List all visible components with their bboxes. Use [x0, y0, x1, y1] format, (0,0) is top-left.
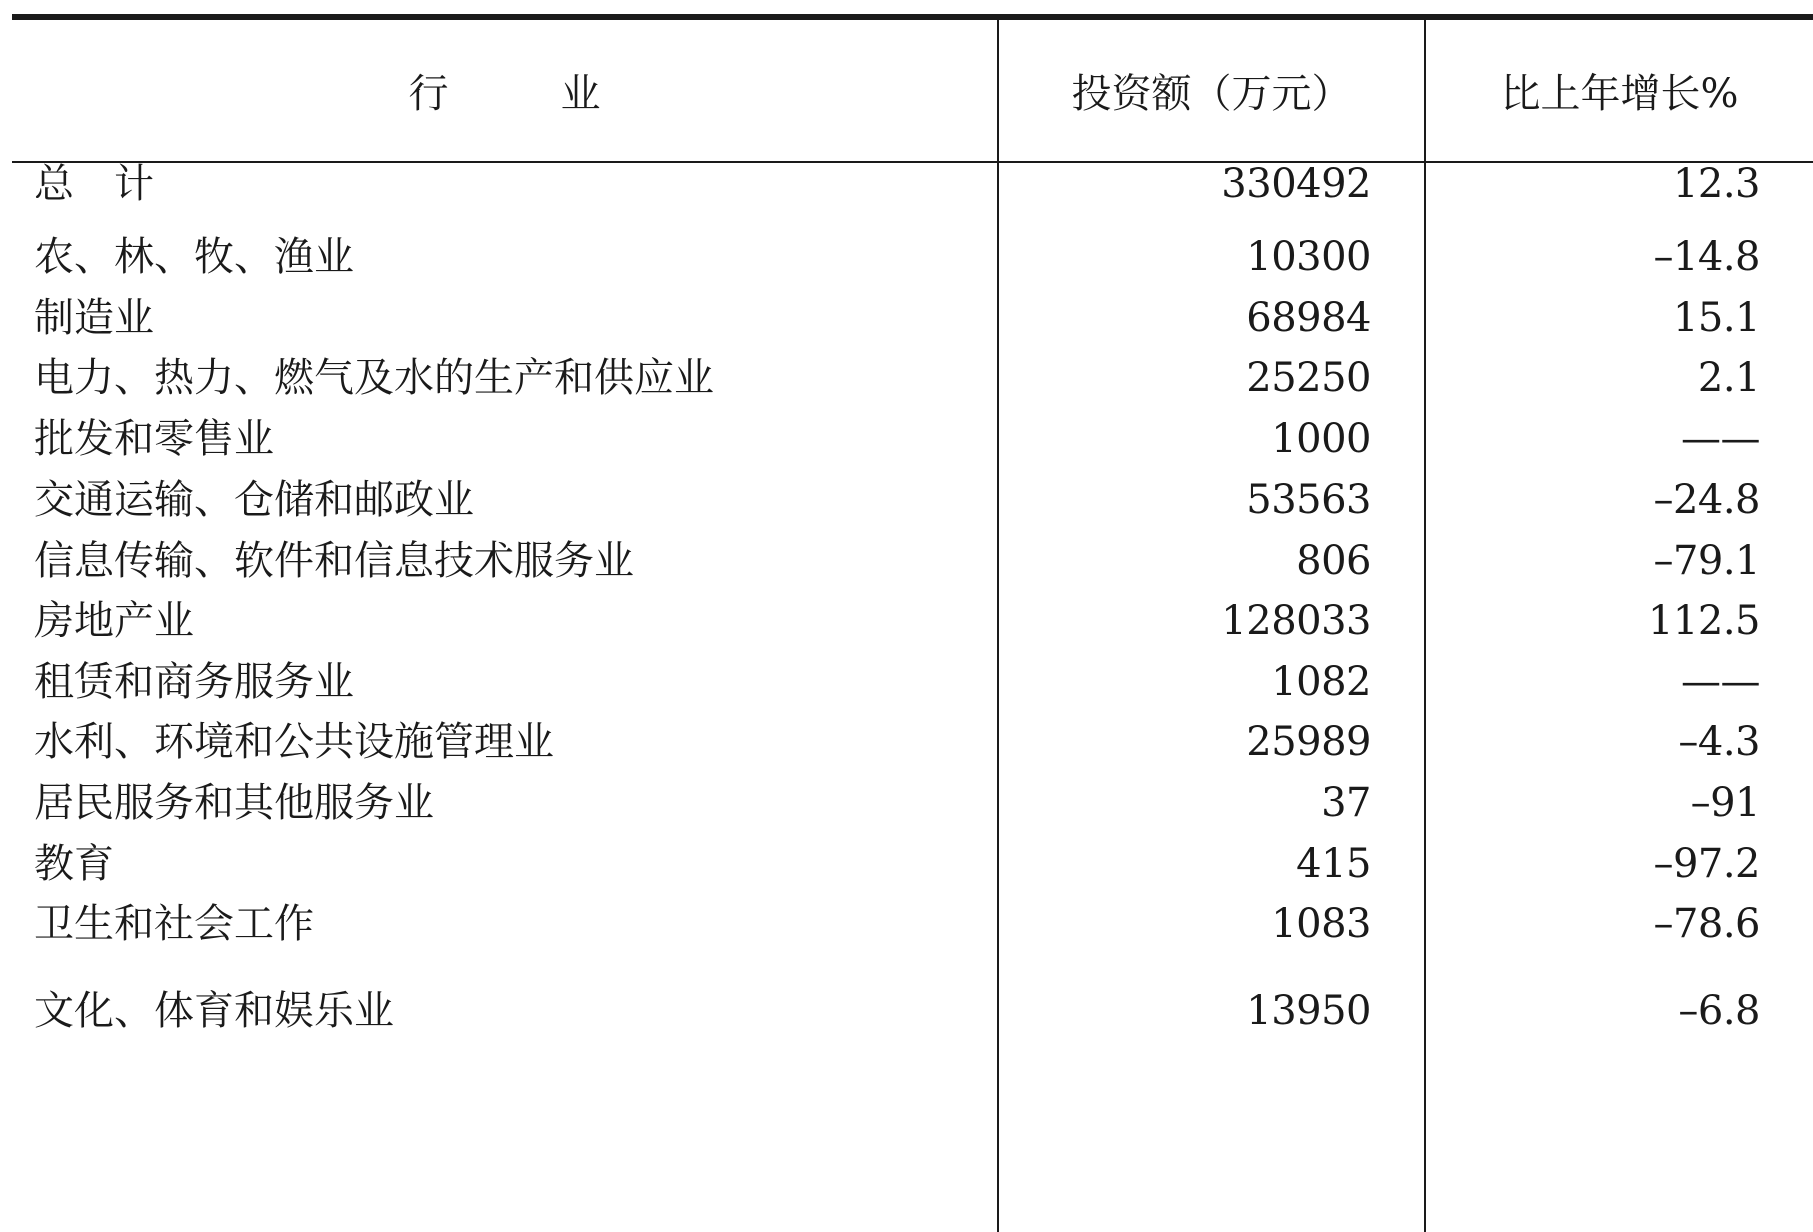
- header-growth: 比上年增长%: [1500, 71, 1739, 117]
- investment-cell: 25250: [1246, 355, 1371, 401]
- table-row: [12, 652, 1813, 712]
- growth-cell: 12.3: [1672, 161, 1760, 207]
- industry-cell: 总 计: [34, 161, 154, 207]
- growth-cell: 15.1: [1672, 295, 1760, 341]
- industry-cell: 电力、热力、燃气及水的生产和供应业: [34, 355, 714, 401]
- growth-cell: –24.8: [1653, 477, 1760, 523]
- industry-cell: 制造业: [34, 295, 154, 341]
- growth-cell: ——: [1681, 416, 1760, 462]
- table-row: [12, 712, 1813, 772]
- investment-table: [12, 14, 1813, 1232]
- header-industry: 行 业: [408, 71, 637, 117]
- industry-cell: 文化、体育和娱乐业: [34, 988, 394, 1034]
- industry-cell: 信息传输、软件和信息技术服务业: [34, 538, 634, 584]
- table-row: [12, 981, 1813, 1041]
- growth-cell: –78.6: [1653, 901, 1760, 947]
- investment-cell: 68984: [1246, 295, 1371, 341]
- table-row: [12, 409, 1813, 469]
- table-row: [12, 154, 1813, 214]
- industry-cell: 水利、环境和公共设施管理业: [34, 719, 554, 765]
- investment-cell: 10300: [1246, 234, 1371, 280]
- investment-cell: 1082: [1271, 659, 1371, 705]
- investment-cell: 37: [1321, 780, 1371, 826]
- growth-cell: 112.5: [1647, 598, 1760, 644]
- investment-cell: 415: [1296, 841, 1371, 887]
- growth-cell: –79.1: [1653, 538, 1760, 584]
- industry-cell: 居民服务和其他服务业: [34, 780, 434, 826]
- industry-cell: 教育: [34, 841, 114, 887]
- industry-cell: 房地产业: [34, 598, 194, 644]
- industry-cell: 租赁和商务服务业: [34, 659, 354, 705]
- table-row: [12, 773, 1813, 833]
- table-row: [12, 470, 1813, 530]
- investment-cell: 330492: [1221, 161, 1371, 207]
- growth-cell: –91: [1690, 780, 1760, 826]
- table-row: [12, 288, 1813, 348]
- table-row: [12, 227, 1813, 287]
- growth-cell: 2.1: [1697, 355, 1760, 401]
- investment-cell: 1083: [1271, 901, 1371, 947]
- header-investment: 投资额（万元）: [1071, 71, 1352, 117]
- industry-cell: 交通运输、仓储和邮政业: [34, 477, 474, 523]
- growth-cell: –97.2: [1653, 841, 1760, 887]
- investment-cell: 806: [1296, 538, 1371, 584]
- industry-cell: 农、林、牧、渔业: [34, 234, 354, 280]
- growth-cell: –4.3: [1678, 719, 1760, 765]
- industry-cell: 卫生和社会工作: [34, 901, 314, 947]
- table-row: [12, 591, 1813, 651]
- investment-cell: 1000: [1271, 416, 1371, 462]
- investment-cell: 13950: [1246, 988, 1371, 1034]
- table-row: [12, 348, 1813, 408]
- investment-cell: 53563: [1246, 477, 1371, 523]
- table-row: [12, 531, 1813, 591]
- growth-cell: ——: [1681, 659, 1760, 705]
- industry-cell: 批发和零售业: [34, 416, 274, 462]
- growth-cell: –14.8: [1653, 234, 1760, 280]
- investment-cell: 128033: [1221, 598, 1371, 644]
- investment-cell: 25989: [1246, 719, 1371, 765]
- table-row: [12, 834, 1813, 894]
- growth-cell: –6.8: [1678, 988, 1760, 1034]
- table-row: [12, 894, 1813, 954]
